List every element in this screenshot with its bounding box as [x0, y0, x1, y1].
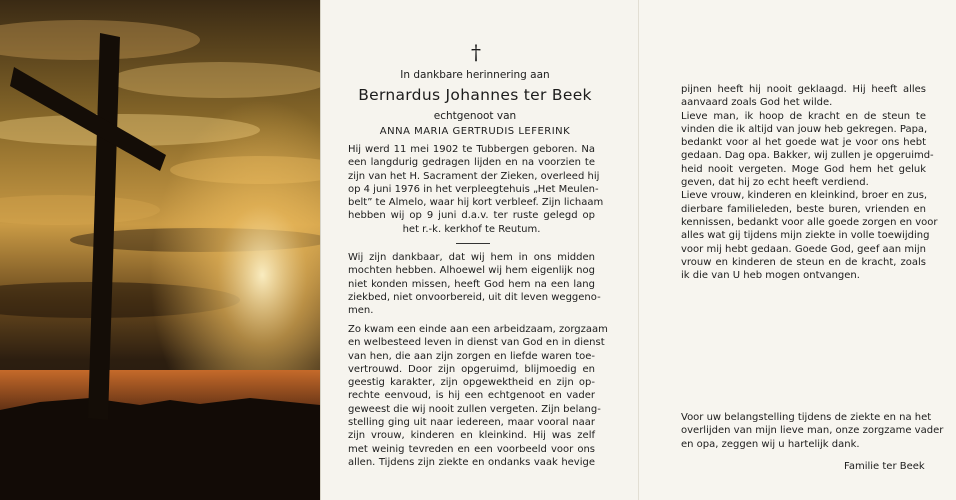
- spouse-name: ANNA MARIA GERTRUDIS LEFERINK: [379, 126, 571, 137]
- spouse-intro: echtgenoot van: [433, 110, 517, 122]
- text-line: met weinig tevreden en een voorbeeld voor ons: [348, 443, 595, 455]
- text-line: zijn van het H. Sacrament der Zieken, overleed hij: [348, 170, 600, 182]
- text-line: men.: [348, 305, 374, 317]
- text-line: geestig karakter, zijn opgewektheid en zijn op-: [348, 377, 595, 389]
- text-line: ik die van U heb mogen ontvangen.: [681, 270, 860, 282]
- text-line: en welbesteed leven in dienst van God en in dienst: [348, 337, 605, 349]
- text-line: Wij zijn dankbaar, dat wij hem in ons midden: [348, 252, 595, 263]
- text-line: Lieve vrouw, kinderen en kleinkind, broer en zus,: [681, 190, 928, 202]
- text-line: vinden die ik altijd van jouw heb gekregen. Papa,: [681, 123, 928, 135]
- text-line: Hij werd 11 mei 1902 te Tubbergen geboren. Na: [348, 144, 595, 155]
- text-line: allen. Tijdens zijn ziekte en ondanks vaak hevige: [348, 456, 595, 468]
- text-line: stelling ging uit naar iedereen, maar vooral naar: [348, 417, 595, 429]
- text-line: vrouw en kinderen de steun en de kracht, zoals: [681, 256, 926, 268]
- memorial-intro: In dankbare herinnering aan: [400, 69, 550, 81]
- text-line: en opa, zeggen wij u hartelijk dank.: [681, 438, 860, 450]
- divider: [456, 243, 490, 244]
- text-line: pijnen heeft hij nooit geklaagd. Hij heeft alles: [681, 84, 926, 95]
- biography-paragraph: [348, 143, 604, 236]
- text-line: op 4 juni 1976 in het verpleegtehuis „Het Meulen-: [348, 183, 599, 195]
- text-line: geweest die wij nooit zullen vergeten. Zijn belang-: [348, 403, 601, 415]
- cross-icon: †: [471, 40, 481, 64]
- text-line: Lieve man, ik hoop de kracht en de steun te: [681, 110, 926, 122]
- text-line: kennissen, bedankt voor alle goede zorgen en voor: [681, 216, 938, 228]
- text-line: van hen, die aan zijn zorgen en liefde waren toe-: [348, 350, 595, 362]
- text-line: heid nooit vergeten. Moge God hem het geluk: [681, 163, 926, 175]
- life-paragraph: [348, 323, 608, 469]
- farewell-paragraph: [681, 83, 938, 282]
- text-line: het r.-k. kerkhof te Reutum.: [402, 223, 541, 235]
- text-line: bedankt voor al het goede wat je voor ons hebt: [681, 137, 926, 149]
- text-line: vertrouwd. Door zijn opgeruimd, blijmoedig en: [348, 363, 595, 375]
- thanks-paragraph: [681, 411, 944, 451]
- text-line: hebben wij op 9 juni d.a.v. ter ruste gelegd op: [348, 210, 595, 222]
- text-line: alles wat gij tijdens mijn ziekte in volle toewijding: [681, 230, 930, 242]
- text-line: mochten hebben. Alhoewel wij hem eigenlijk nog: [348, 265, 595, 277]
- text-line: Zo kwam een einde aan een arbeidzaam, zorgzaam: [348, 324, 608, 335]
- text-line: niet konden missen, heeft God hem na een lang: [348, 278, 595, 290]
- text-line: rechte eenvoud, is hij een echtgenoot en vader: [348, 390, 595, 402]
- text-line: aanvaard zoals God het wilde.: [681, 97, 833, 109]
- text-line: geven, dat hij zo echt heeft verdiend.: [681, 177, 869, 189]
- text-line: belt” te Almelo, waar hij kort verbleef. Zijn lichaam: [348, 197, 604, 209]
- gratitude-paragraph: [348, 251, 601, 317]
- signature: Familie ter Beek: [844, 461, 925, 472]
- text-line: zijn vrouw, kinderen en kleinkind. Hij was zelf: [348, 430, 595, 442]
- text-line: ziekbed, niet onvoorbereid, uit dit leven weggeno-: [348, 291, 601, 303]
- text-line: dierbare familieleden, beste buren, vrienden en: [681, 203, 926, 215]
- text-line: overlijden van mijn lieve man, onze zorgzame vader: [681, 425, 944, 437]
- deceased-name: Bernardus Johannes ter Beek: [358, 86, 592, 104]
- text-line: voor mij hebt gedaan. Goede God, geef aan mijn: [681, 243, 926, 255]
- text-line: gedaan. Dag opa. Bakker, wij zullen je opgeruimd-: [681, 150, 934, 162]
- text-line: Voor uw belangstelling tijdens de ziekte en na het: [681, 412, 932, 423]
- cross-sunset-photo: [0, 0, 320, 500]
- text-line: een langdurig gedragen lijden en na voorzien te: [348, 157, 595, 169]
